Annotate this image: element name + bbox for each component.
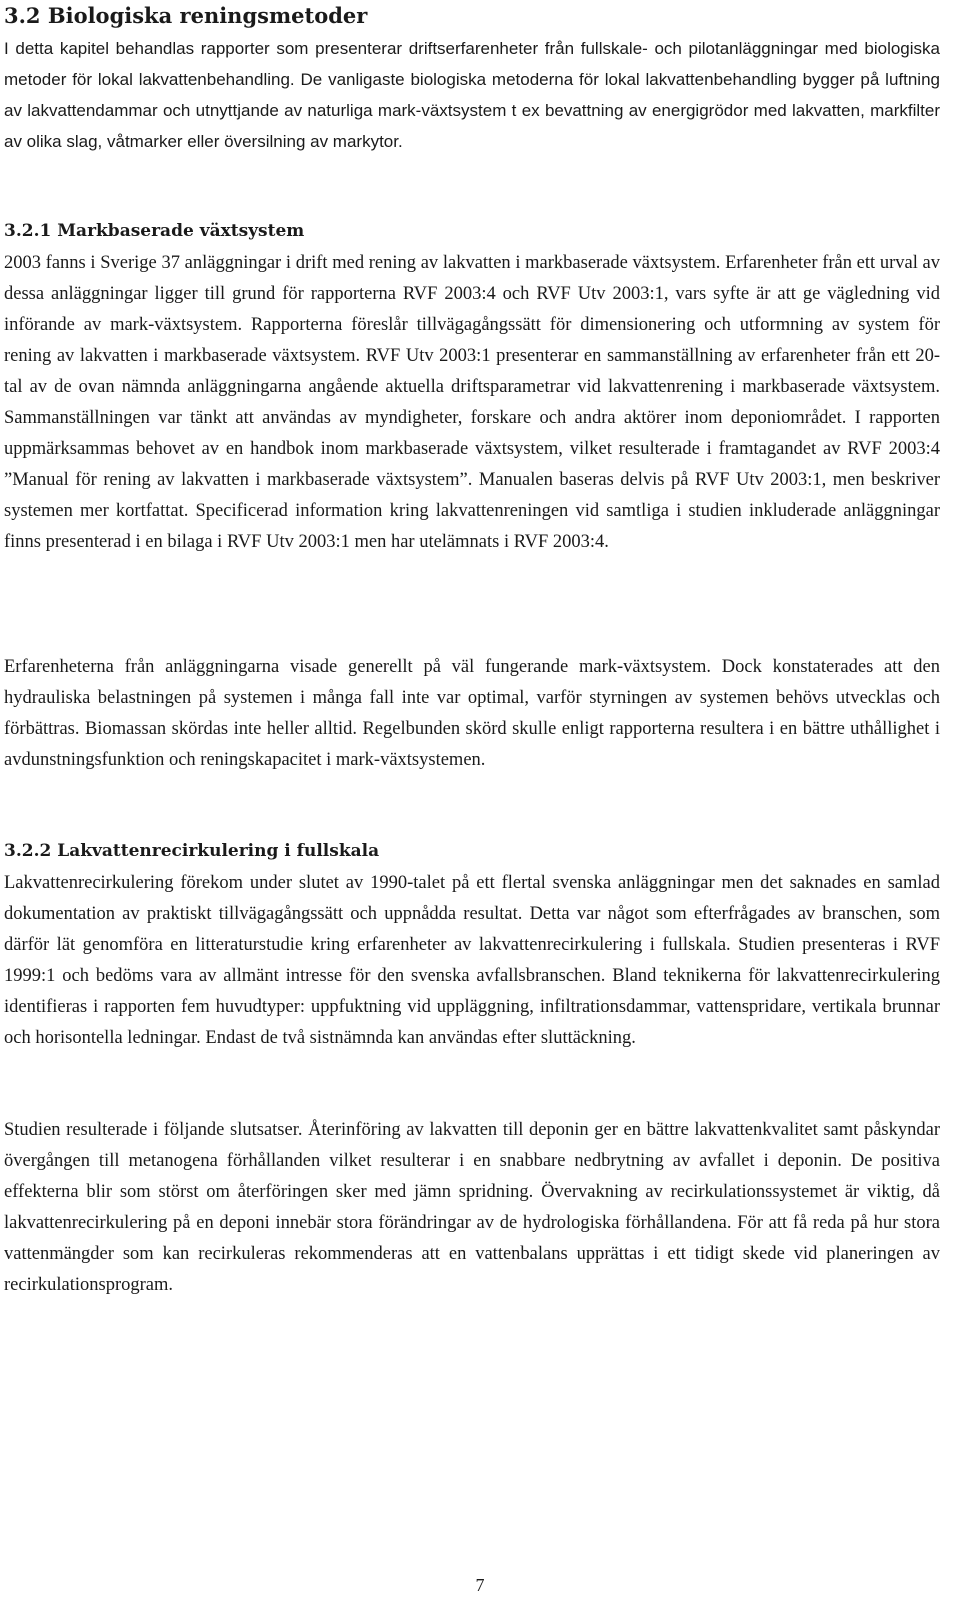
subsection-paragraph: 2003 fanns i Sverige 37 anläggningar i drift med rening av lakvatten i markbaserade växtsystem. Erfarenheter från ett urval av dessa anläggningar ligger till grund för rapporterna RVF 2003:4 och RVF Utv 2003:1, vars syfte är att ge vägledning vid införande av mark-växtsystem. Rapporterna föreslår tillvägagångssätt för dimensionering och utformning av system för rening av lakvatten i markbaserade växtsystem. RVF Utv 2003:1 presenterar en sammanställning av erfarenheter från ett 20-tal av de ovan nämnda anläggningarna angående aktuella driftsparametrar vid lakvattenrening i markbaserade växtsystem. Sammanställningen var tänkt att användas av myndigheter, forskare och andra aktörer inom deponiområdet. I rapporten uppmärksammas behovet av en handbok inom markbaserade växtsystem, vilket resulterade i framtagandet av RVF 2003:4 ”Manual för rening av lakvatten i markbaserade växtsystem”. Manualen baseras delvis på RVF Utv 2003:1, men beskriver systemen mer kortfattat. Specificerad information kring lakvattenreningen vid samtliga i studien inkluderade anläggningar finns presenterad i en bilaga i RVF Utv 2003:1 men har utelämnats i RVF 2003:4. <box>4 253 940 552</box>
subsection-paragraph: Studien resulterade i följande slutsatser. Återinföring av lakvatten till deponin ger en bättre lakvattenkvalitet samt påskyndar övergången till metanogena förhållanden vilket resulterar i en snabbare nedbrytning av avfallet i deponin. De positiva effekterna blir som störst om återföringen sker med jämn spridning. Övervakning av recirkulationssystemet är viktig, då lakvattenrecirkulering på en deponi innebär stora förändringar av de hydrologiska förhållandena. För att få reda på hur stora vattenmängder som kan recirkuleras rekommenderas att en vattenbalans upprättas i ett tidigt skede vid planeringen av recirkulationsprogram. <box>4 1120 940 1295</box>
subsection-paragraph: Erfarenheterna från anläggningarna visade generellt på väl fungerande mark-växtsystem. Dock konstaterades att den hydrauliska belastningen på systemen i många fall inte var optimal, varför styrningen av systemen behövs utvecklas och förbättras. Biomassan skördas inte heller alltid. Regelbunden skörd skulle enligt rapporterna resultera i en bättre uthållighet i avdunstningsfunktion och reningskapacitet i mark-växtsystemen. <box>4 657 940 770</box>
section-paragraph: I detta kapitel behandlas rapporter som presenterar driftserfarenheter från fullskale- och pilotanläggningar med biologiska metoder för lokal lakvattenbehandling. De vanligaste biologiska metoderna för lokal lakvattenbehandling bygger på luftning av lakvattendammar och utnyttjande av naturliga mark-växtsystem t ex bevattning av energigrödor med lakvatten, markfilter av olika slag, våtmarker eller översilning av markytor. <box>4 39 940 151</box>
section-3-2-2-paragraph-2 <box>4 1115 940 1301</box>
page-number: 7 <box>475 1575 485 1595</box>
subsection-heading: 3.2.1 Markbaserade växtsystem <box>4 221 305 241</box>
section-heading: 3.2 Biologiska reningsmetoder <box>4 3 368 28</box>
section-3-2-2 <box>4 840 940 1054</box>
section-3-2 <box>4 2 940 157</box>
subsection-heading: 3.2.2 Lakvattenrecirkulering i fullskala <box>4 841 380 861</box>
section-3-2-1-paragraph-2 <box>4 652 940 776</box>
subsection-paragraph: Lakvattenrecirkulering förekom under slutet av 1990-talet på ett flertal svenska anläggningar men det saknades en samlad dokumentation av praktiskt tillvägagångssätt och uppnådda resultat. Detta var något som efterfrågades av branschen, som därför lät genomföra en litteraturstudie kring erfarenheter av lakvattenrecirkulering i fullskala. Studien presenteras i RVF 1999:1 och bedöms vara av allmänt intresse för den svenska avfallsbranschen. Bland teknikerna för lakvattenrecirkulering identifieras i rapporten fem huvudtyper: uppfuktning vid uppläggning, infiltrationsdammar, vattenspridare, vertikala brunnar och horisontella ledningar. Endast de två sistnämnda kan användas efter sluttäckning. <box>4 873 940 1048</box>
section-3-2-1 <box>4 220 940 558</box>
